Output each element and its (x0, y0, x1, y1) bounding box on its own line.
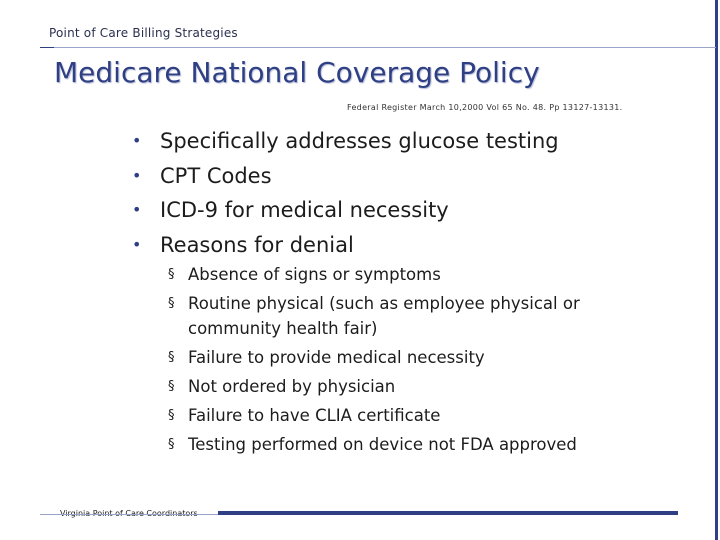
square-bullet-icon: § (168, 267, 175, 282)
square-bullet-icon: § (168, 350, 175, 365)
right-border-rule (715, 0, 718, 540)
sub-bullet-item (168, 432, 638, 457)
sub-bullet-text: Routine physical (such as employee physical or community health fair) (188, 294, 580, 338)
sub-bullet-item (168, 291, 638, 341)
main-bullet-list (132, 124, 559, 262)
header-divider (40, 47, 716, 48)
square-bullet-icon: § (168, 379, 175, 394)
reference-citation: Federal Register March 10,2000 Vol 65 No. 48. Pp 13127-13131. (347, 103, 623, 112)
square-bullet-icon: § (168, 296, 175, 311)
bullet-text: CPT Codes (160, 163, 272, 188)
bullet-text: Specifically addresses glucose testing (160, 129, 559, 153)
footer-accent-bar (218, 511, 678, 515)
bullet-dot-icon: • (132, 165, 142, 185)
sub-bullet-text: Absence of signs or symptoms (188, 265, 441, 284)
bullet-dot-icon: • (132, 131, 142, 150)
sub-bullet-item (168, 374, 638, 399)
sub-bullet-item (168, 345, 638, 370)
bullet-item (132, 193, 559, 228)
bullet-dot-icon: • (132, 200, 142, 219)
slide-title: Medicare National Coverage Policy (54, 56, 540, 89)
sub-bullet-text: Testing performed on device not FDA approved (188, 435, 577, 454)
sub-bullet-text: Failure to have CLIA certificate (188, 406, 441, 425)
square-bullet-icon: § (168, 437, 175, 452)
sub-bullet-item (168, 403, 638, 428)
bullet-text: Reasons for denial (160, 232, 354, 257)
sub-bullet-item (168, 262, 638, 287)
bullet-text: ICD-9 for medical necessity (160, 198, 449, 222)
header-label: Point of Care Billing Strategies (49, 26, 238, 40)
bullet-item (132, 159, 559, 194)
header-divider-accent (40, 47, 54, 48)
bullet-item (132, 124, 559, 159)
bullet-item (132, 228, 559, 263)
bullet-dot-icon: • (132, 234, 142, 254)
sub-bullet-text: Not ordered by physician (188, 377, 396, 396)
sub-bullet-text: Failure to provide medical necessity (188, 348, 485, 367)
footer-divider (40, 514, 218, 515)
square-bullet-icon: § (168, 408, 175, 423)
denial-reasons-list (168, 262, 638, 461)
